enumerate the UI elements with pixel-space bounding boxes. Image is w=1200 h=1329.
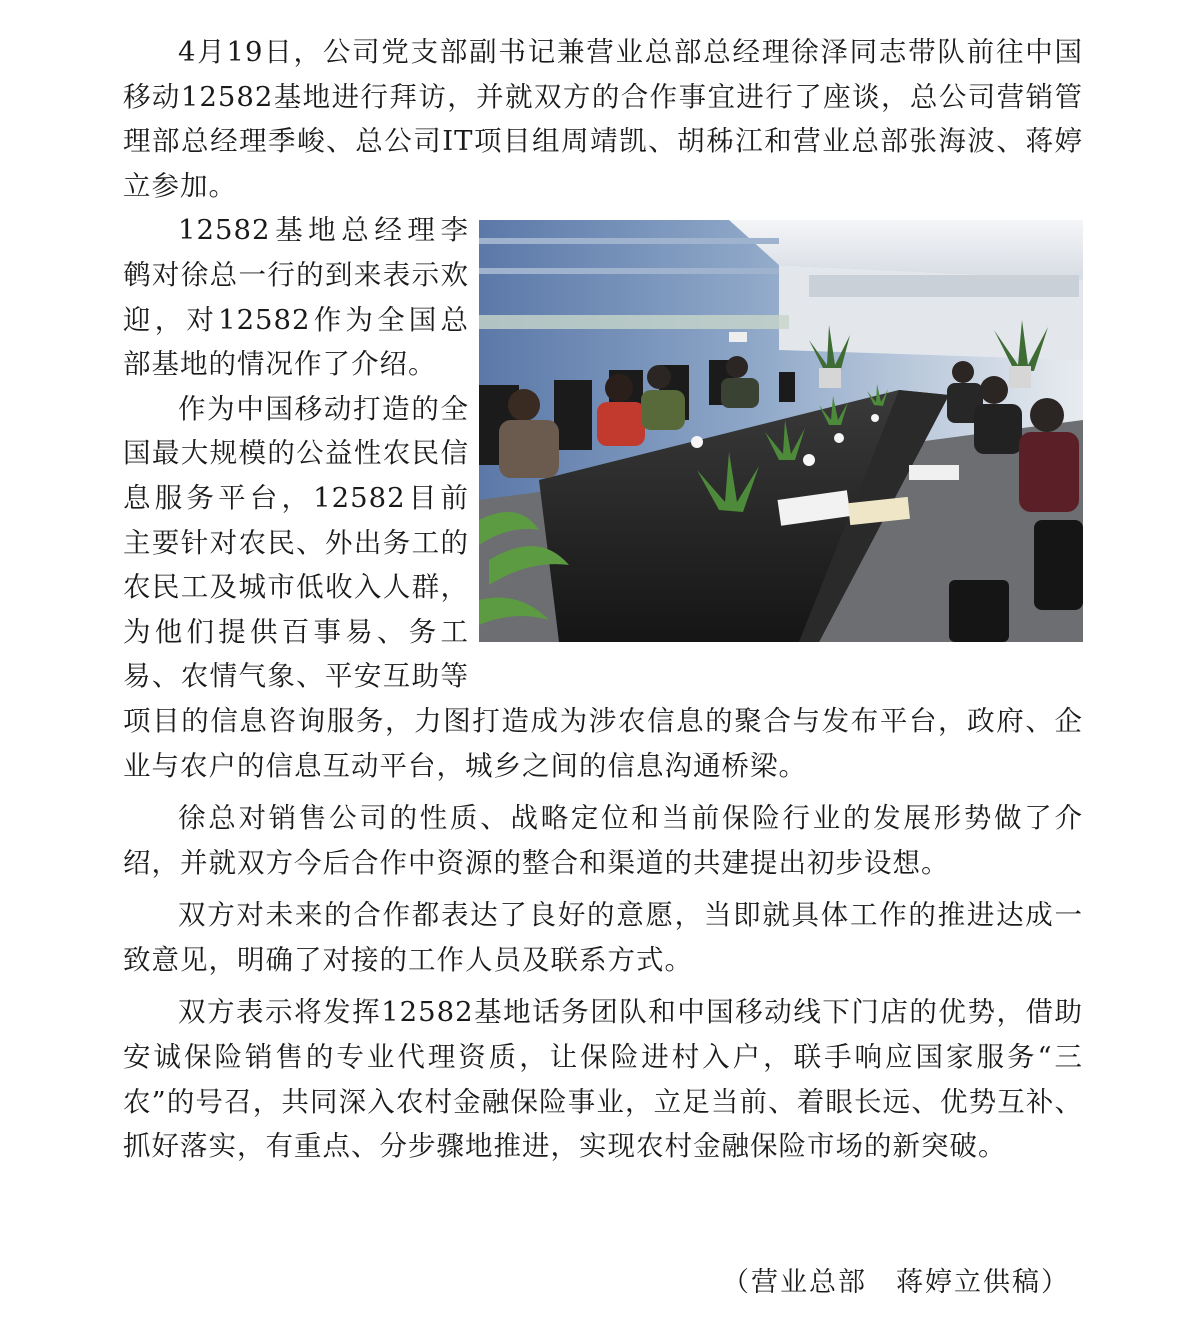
paragraph-2: 12582基地总经理李鹌对徐总一行的到来表示欢迎，对12582作为全国总部基地的情况作了介绍。 <box>123 214 469 381</box>
paragraph-4: 徐总对销售公司的性质、战略定位和当前保险行业的发展形势做了介绍，并就双方今后合作中资源的整合和渠道的共建提出初步设想。 <box>123 802 1083 879</box>
spacer <box>123 788 1083 796</box>
paragraph-3: 作为中国移动打造的全国最大规模的公益性农民信息服务平台，12582目前主要针对农民、外出务工的农民工及城市低收入人群，为他们提供百事易、务工易、农情气象、平安互助等项目的信息咨询服务，力图打造成为涉农信息的聚合与发布平台，政府、企业与农户的信息互动平台，城乡之间的信息沟通桥梁。 <box>123 392 1083 782</box>
paragraph-1: 4月19日，公司党支部副书记兼营业总部总经理徐泽同志带队前往中国移动12582基地进行拜访，并就双方的合作事宜进行了座谈，总公司营销管理部总经理季峻、总公司IT项目组周靖凯、胡秭江和营业总部张海波、蒋婷立参加。 <box>123 36 1083 202</box>
meeting-photo-icon <box>479 220 1083 642</box>
paragraph-5: 双方对未来的合作都表达了良好的意愿，当即就具体工作的推进达成一致意见，明确了对接的工作人员及联系方式。 <box>123 899 1083 976</box>
spacer <box>123 885 1083 893</box>
meeting-photo <box>479 220 1083 642</box>
spacer <box>123 982 1083 990</box>
article-body <box>123 30 1083 1169</box>
byline: （营业总部 蒋婷立供稿） <box>722 1267 1070 1298</box>
paragraph-6: 双方表示将发挥12582基地话务团队和中国移动线下门店的优势，借助安诚保险销售的专业代理资质，让保险进村入户，联手响应国家服务“三农”的号召，共同深入农村金融保险事业，立足当前、着眼长远、优势互补、抓好落实，有重点、分步骤地推进，实现农村金融保险市场的新突破。 <box>123 996 1083 1163</box>
